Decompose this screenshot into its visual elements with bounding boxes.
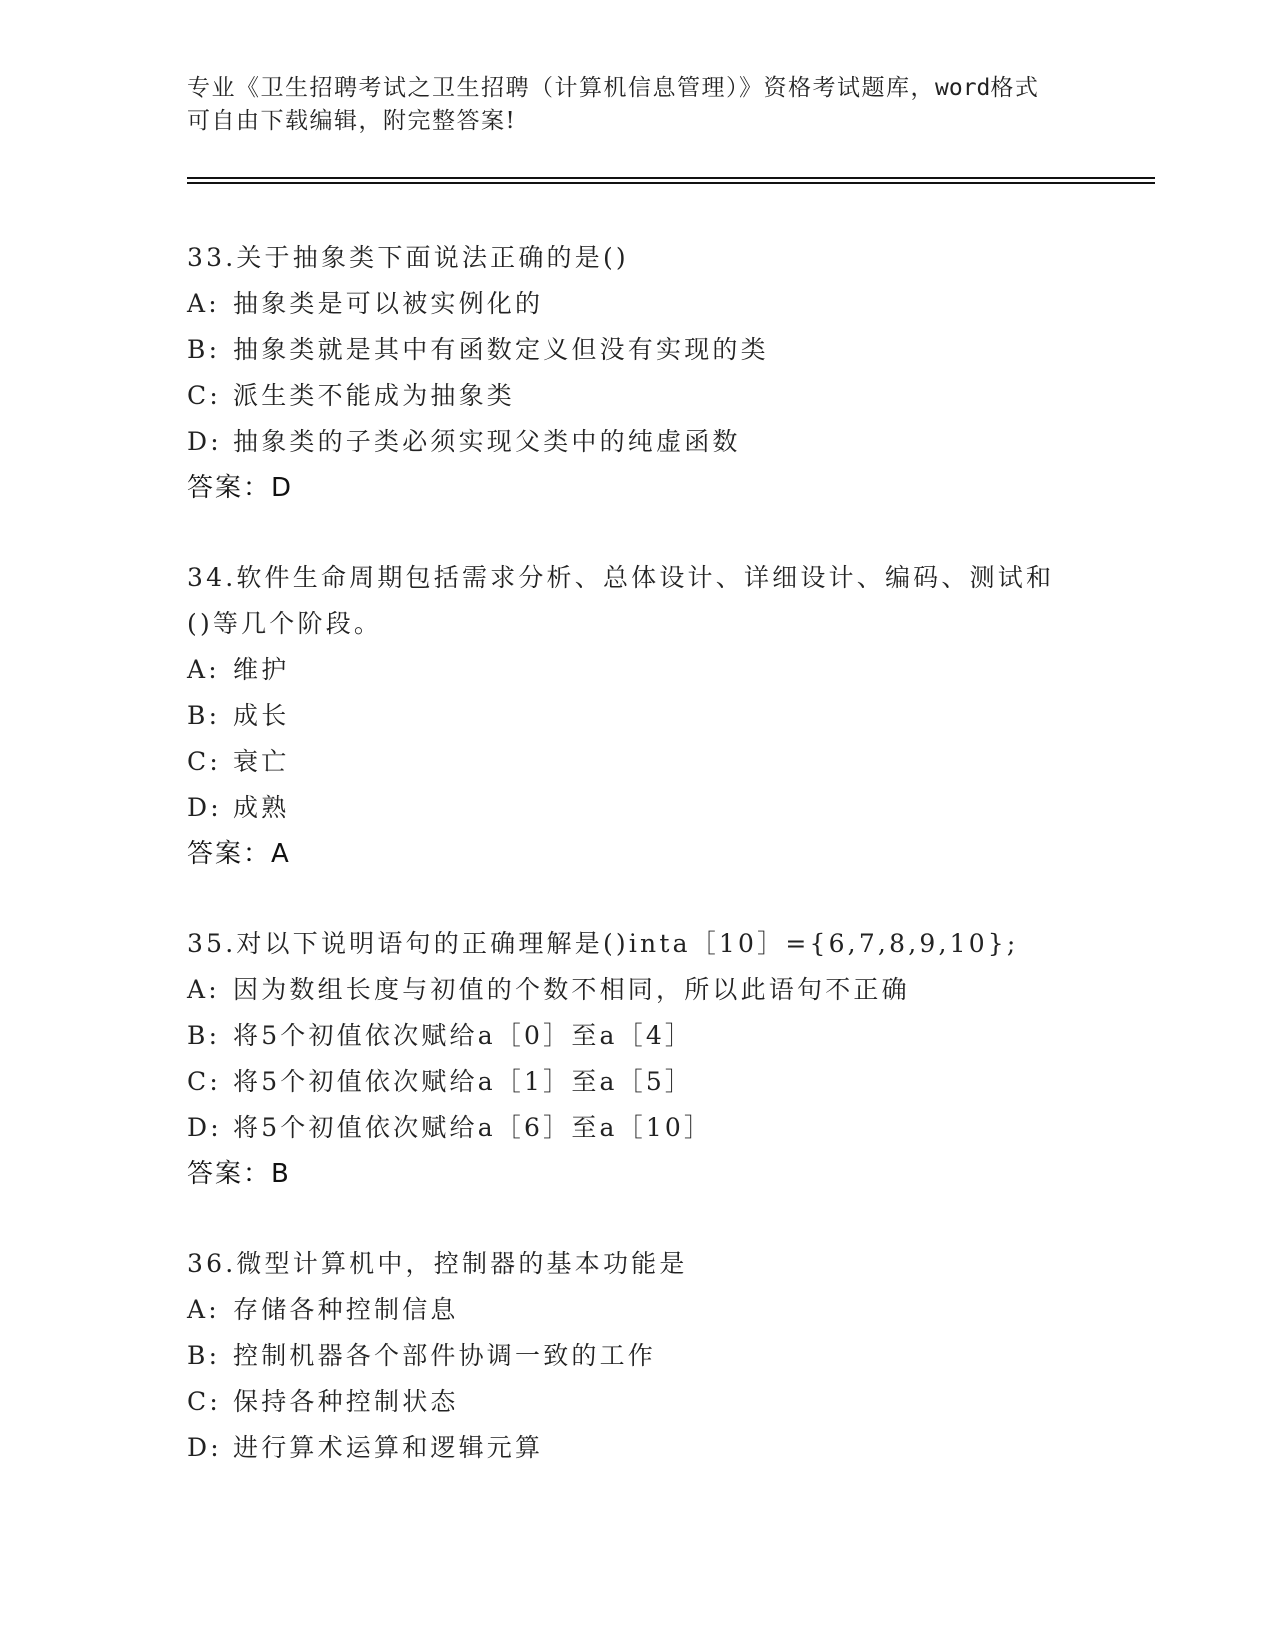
option-c <box>187 739 1087 785</box>
question-list <box>187 235 1087 1471</box>
option-key: D: <box>187 793 222 822</box>
document-header <box>187 72 1087 138</box>
option-a <box>187 967 1087 1013</box>
option-text: 将5个初值依次赋给a［0］至a［4］ <box>233 1021 694 1050</box>
option-key: B: <box>187 1021 221 1050</box>
question-stem: 36.微型计算机中，控制器的基本功能是 <box>187 1249 688 1278</box>
option-text: 抽象类就是其中有函数定义但没有实现的类 <box>233 335 769 364</box>
option-key: A: <box>187 289 220 318</box>
option-text: 因为数组长度与初值的个数不相同，所以此语句不正确 <box>233 975 910 1004</box>
option-text: 成长 <box>233 701 290 730</box>
option-key: B: <box>187 335 221 364</box>
question-36 <box>187 1241 1087 1471</box>
option-text: 派生类不能成为抽象类 <box>233 381 516 410</box>
option-text: 存储各种控制信息 <box>233 1295 459 1324</box>
option-key: C: <box>187 1387 221 1416</box>
option-text: 成熟 <box>233 793 290 822</box>
option-key: D: <box>187 1433 222 1462</box>
option-key: D: <box>187 1113 222 1142</box>
header-title-text: 专业《卫生招聘考试之卫生招聘（计算机信息管理）》资格考试题库， <box>187 75 935 101</box>
option-text: 将5个初值依次赋给a［6］至a［10］ <box>233 1113 713 1142</box>
option-b <box>187 327 1087 373</box>
option-text: 进行算术运算和逻辑元算 <box>233 1433 544 1462</box>
option-c <box>187 1059 1087 1105</box>
question-34 <box>187 555 1087 877</box>
option-key: D: <box>187 427 222 456</box>
option-key: B: <box>187 1341 221 1370</box>
answer-line: 答案：A <box>187 839 291 869</box>
header-divider-bottom <box>187 182 1155 184</box>
option-d <box>187 785 1087 831</box>
option-d <box>187 419 1087 465</box>
option-text: 抽象类的子类必须实现父类中的纯虚函数 <box>233 427 741 456</box>
option-key: B: <box>187 701 221 730</box>
option-text: 维护 <box>233 655 290 684</box>
option-a <box>187 281 1087 327</box>
option-text: 衰亡 <box>233 747 290 776</box>
option-c <box>187 1379 1087 1425</box>
option-key: C: <box>187 1067 221 1096</box>
question-33 <box>187 235 1087 511</box>
option-b <box>187 1013 1087 1059</box>
option-text: 控制机器各个部件协调一致的工作 <box>233 1341 657 1370</box>
question-stem: 35.对以下说明语句的正确理解是()inta［10］={6,7,8,9,10}; <box>187 929 1019 958</box>
header-format-text: 格式 <box>990 75 1040 101</box>
question-stem: 34.软件生命周期包括需求分析、总体设计、详细设计、编码、测试和 <box>187 563 1055 592</box>
option-key: A: <box>187 1295 220 1324</box>
question-stem-continuation: ()等几个阶段。 <box>187 609 383 638</box>
option-text: 将5个初值依次赋给a［1］至a［5］ <box>233 1067 694 1096</box>
option-key: C: <box>187 747 221 776</box>
option-text: 抽象类是可以被实例化的 <box>233 289 544 318</box>
option-text: 保持各种控制状态 <box>233 1387 459 1416</box>
option-key: A: <box>187 975 220 1004</box>
header-line-2: 可自由下载编辑，附完整答案! <box>187 108 517 134</box>
question-35 <box>187 921 1087 1197</box>
option-b <box>187 693 1087 739</box>
option-key: C: <box>187 381 221 410</box>
option-d <box>187 1105 1087 1151</box>
option-a <box>187 1287 1087 1333</box>
option-d <box>187 1425 1087 1471</box>
question-stem: 33.关于抽象类下面说法正确的是() <box>187 243 629 272</box>
option-c <box>187 373 1087 419</box>
option-a <box>187 647 1087 693</box>
option-key: A: <box>187 655 220 684</box>
answer-line: 答案：B <box>187 1159 291 1189</box>
header-line-1 <box>187 72 1087 105</box>
header-divider-top <box>187 177 1155 179</box>
answer-line: 答案：D <box>187 473 294 503</box>
header-word-text: word <box>935 75 991 101</box>
option-b <box>187 1333 1087 1379</box>
